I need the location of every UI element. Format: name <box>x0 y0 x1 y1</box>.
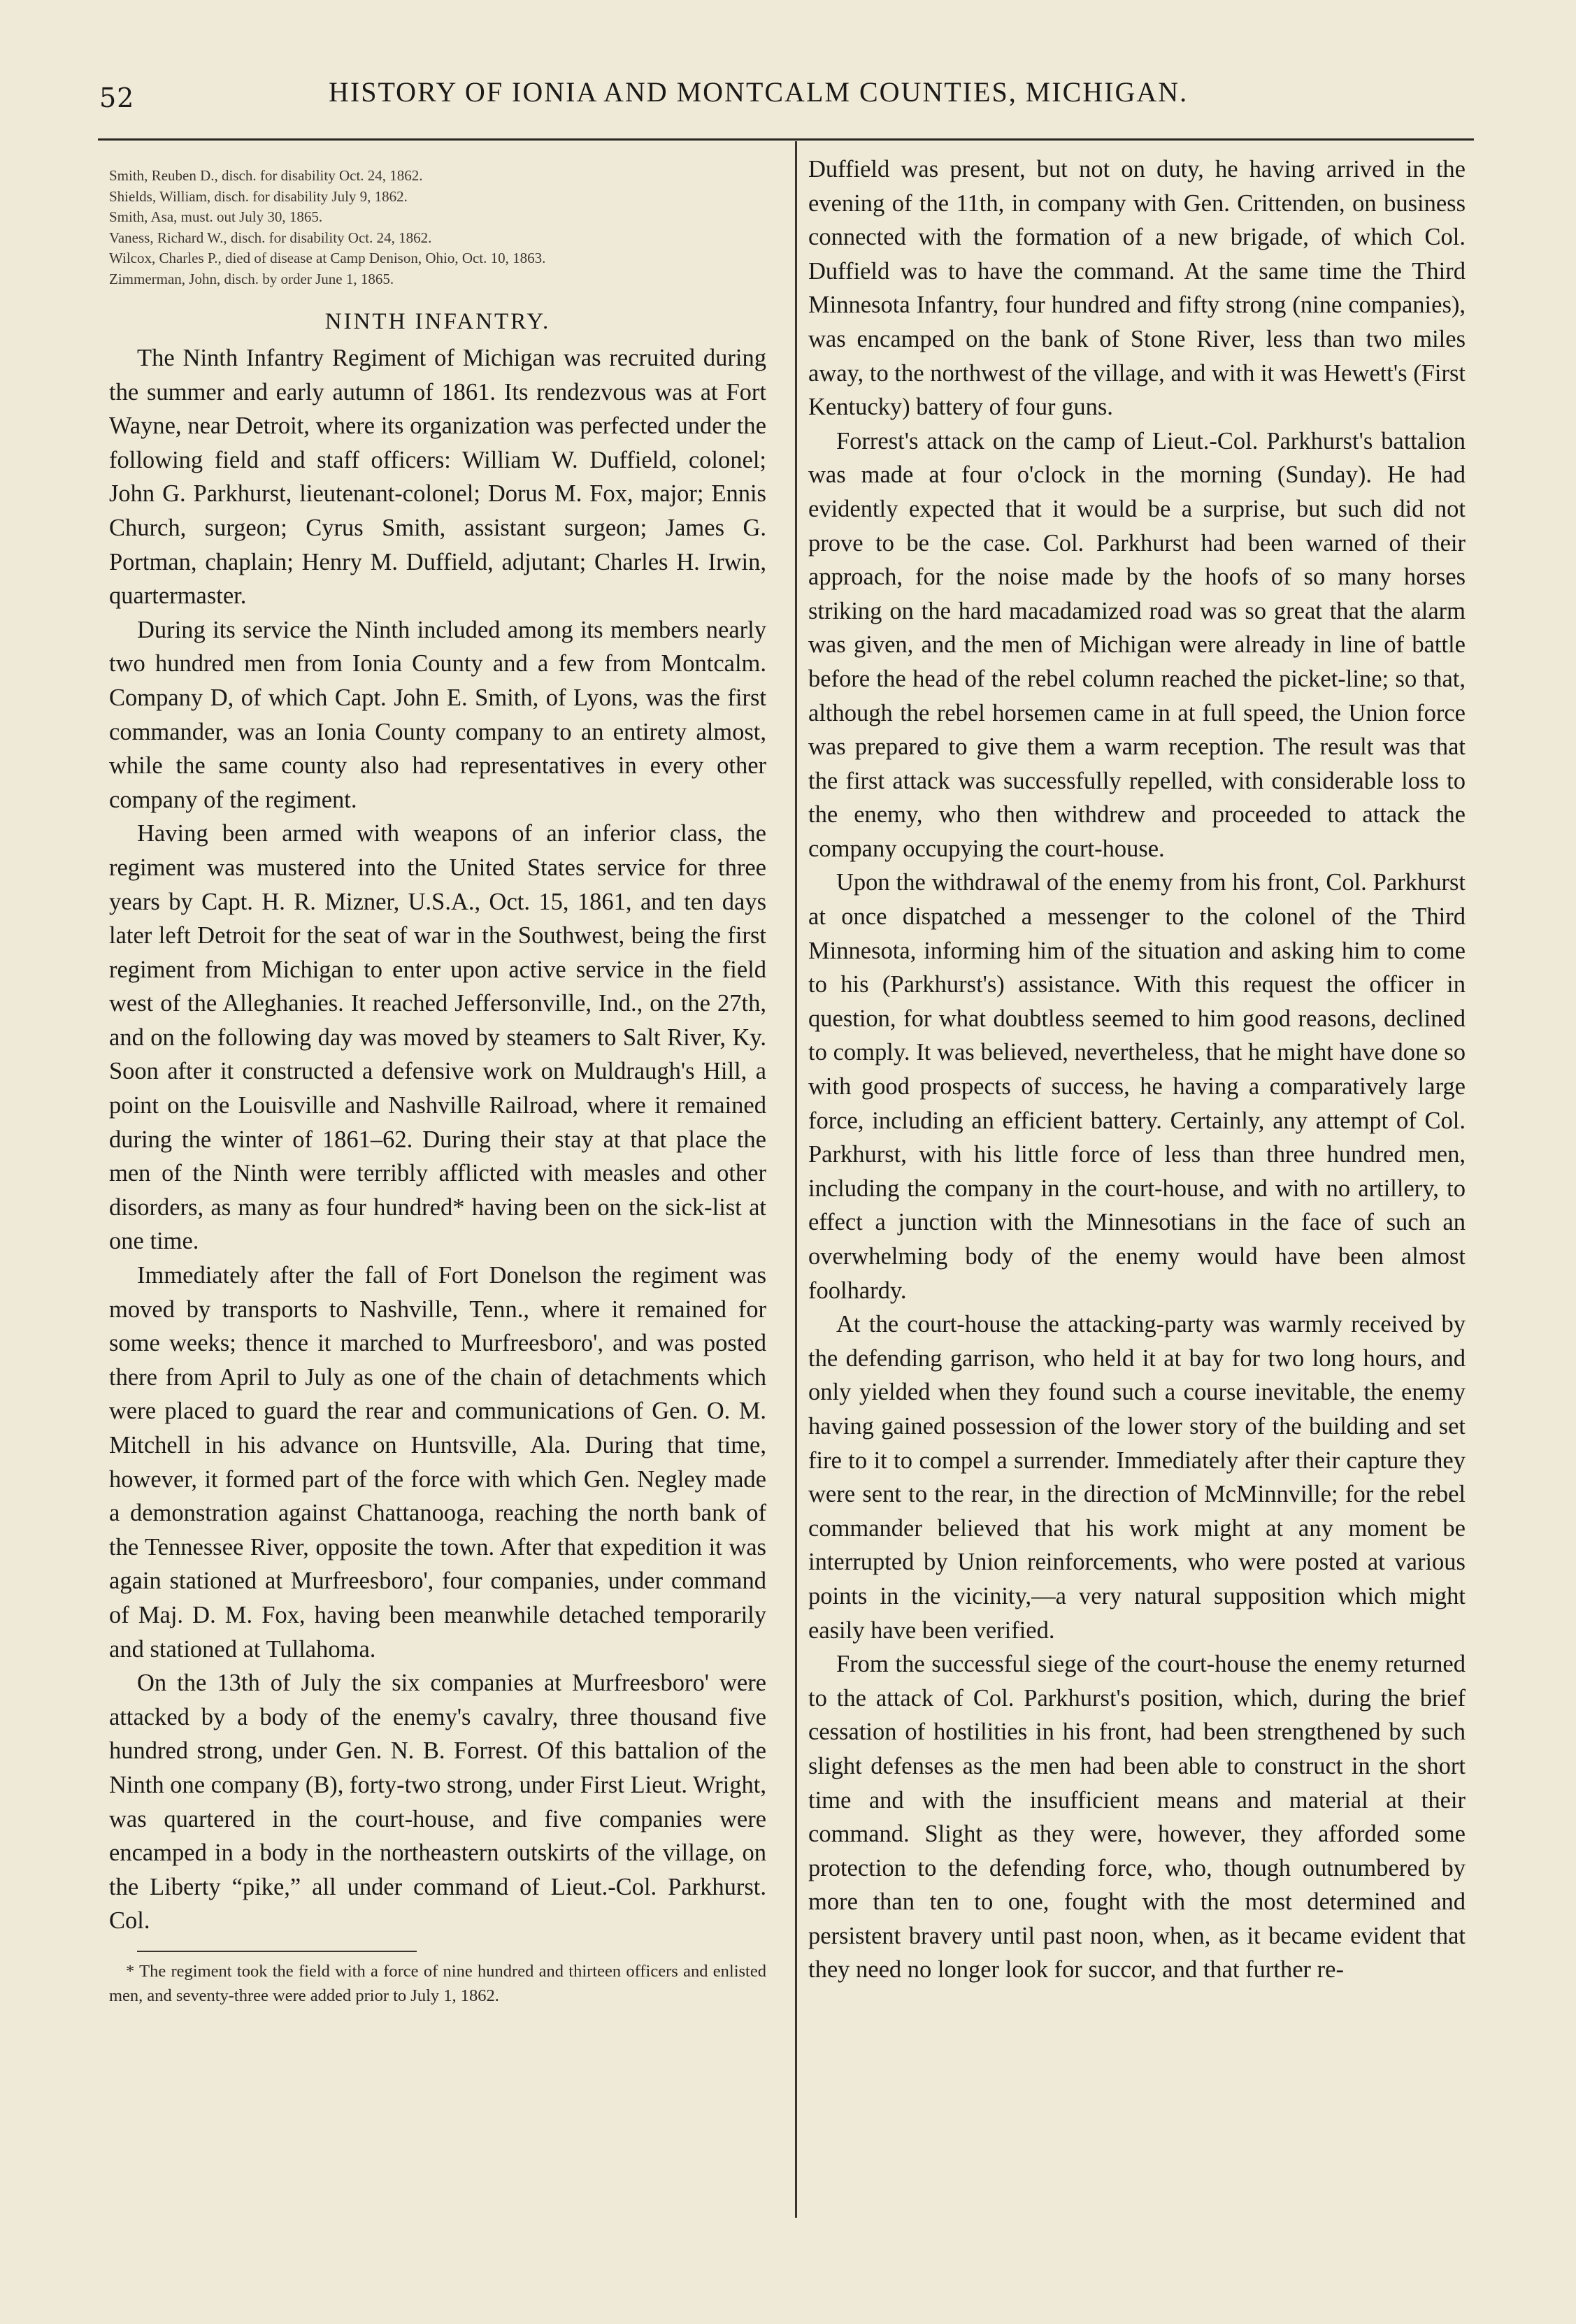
paragraph: On the 13th of July the six companies at Murfreesboro' were attacked by a body of the enemy's cavalry, three thousand five hundred strong, under Gen. N. B. Forrest. Of this battalion of the Ninth one company (B), forty-two strong, under First Lieut. Wright, was quartered in the court-house, and five companies were encamped in a body in the northeastern outskirts of the village, on the Liberty “pike,” all under command of Lieut.-Col. Parkhurst. Col. <box>109 1670 766 1935</box>
page-number: 52 <box>99 83 135 113</box>
paragraph: Duffield was present, but not on duty, he having arrived in the evening of the 11th, in company with Gen. Crittenden, on business connected with the formation of a new brigade, of which Col. Duffield was to have the command. At the same time the Third Minnesota Infantry, four hundred and fifty strong (nine companies), was encamped on the bank of Stone River, less than two miles away, to the northwest of the village, and with it was Hewett's (First Kentucky) battery of four guns. <box>808 156 1466 421</box>
section-title: NINTH INFANTRY. <box>324 309 551 334</box>
paragraph: Upon the withdrawal of the enemy from his front, Col. Parkhurst at once dispatched a messenger to the colonel of the Third Minnesota, informing him of the situation and asking him to come to his (Parkhurst's) assistance. With this request the officer in question, for what doubtless seemed to him good reasons, declined to comply. It was believed, nevertheless, that he might have done so with good prospects of success, he having a comparatively large force, including an efficient battery. Certainly, any attempt of Col. Parkhurst, with his little force of less than three hundred men, including the company in the court-house, and with no artillery, to effect a junction with the Minnesotians in the face of such an overwhelming body of the enemy would have been almost foolhardy. <box>808 869 1466 1304</box>
left-column <box>109 150 766 2008</box>
roster-entry: Vaness, Richard W., disch. for disability Oct. 24, 1862. <box>109 229 432 246</box>
paragraph: Having been armed with weapons of an inferior class, the regiment was mustered into the United States service for three years by Capt. H. R. Mizner, U.S.A., Oct. 15, 1861, and ten days later left Detroit for the seat of war in the Southwest, being the first regiment from Michigan to enter upon active service in the field west of the Alleghanies. It reached Jeffersonville, Ind., on the 27th, and on the following day was moved by steamers to Salt River, Ky. Soon after it constructed a defensive work on Muldraugh's Hill, a point on the Louisville and Nashville Railroad, where it remained during the winter of 1861–62. During their stay at that place the men of the Ninth were terribly afflicted with measles and other disorders, as many as four hundred* having been on the sick-list at one time. <box>109 820 766 1255</box>
paragraph: During its service the Ninth included among its members nearly two hundred men from Ionia County and a few from Montcalm. Company D, of which Capt. John E. Smith, of Lyons, was the first commander, was an Ionia County company to an entirety almost, while the same county also had representatives in every other company of the regiment. <box>109 616 766 813</box>
header-rule <box>98 138 1474 141</box>
roster-entry: Smith, Asa, must. out July 30, 1865. <box>109 208 323 225</box>
running-head-title: HISTORY OF IONIA AND MONTCALM COUNTIES, MICHIGAN. <box>329 76 1189 108</box>
paragraph: From the successful siege of the court-house the enemy returned to the attack of Col. Parkhurst's position, which, during the brief cessation of hostilities in his front, had been strengthened by such slight defenses as the men had been able to construct in the short time and with the insufficient means and material at their command. Slight as they were, however, they afforded some protection to the defending force, who, though outnumbered by more than ten to one, fought with the most determined and persistent bravery until past noon, when, as it became evident that they need no longer look for succor, and that further re- <box>808 1651 1466 1984</box>
paragraph: At the court-house the attacking-party was warmly received by the defending garrison, who held it at bay for two long hours, and only yielded when they found such a course inevitable, the enemy having gained possession of the lower story of the building and set fire to it to compel a surrender. Immediately after their capture they were sent to the rear, in the direction of McMinnville; for the rebel commander believed that his work might at any moment be interrupted by Union reinforcements, who were posted at various points in the vicinity,—a very natural supposition which might easily have been verified. <box>808 1311 1466 1644</box>
roster-entry: Smith, Reuben D., disch. for disability Oct. 24, 1862. <box>109 167 423 184</box>
roster-list <box>109 166 766 289</box>
paragraph: Immediately after the fall of Fort Donelson the regiment was moved by transports to Nashville, Tenn., where it remained for some weeks; thence it marched to Murfreesboro', and was posted there from April to July as one of the chain of detachments which were placed to guard the rear and communications of Gen. O. M. Mitchell in his advance on Huntsville, Ala. During that time, however, it formed part of the force with which Gen. Negley made a demonstration against Chattanooga, reaching the north bank of the Tennessee River, opposite the town. After that expedition it was again stationed at Murfreesboro', four companies, under command of Maj. D. M. Fox, having been meanwhile detached temporarily and stationed at Tullahoma. <box>109 1262 766 1663</box>
roster-entry: Wilcox, Charles P., died of disease at Camp Denison, Ohio, Oct. 10, 1863. <box>109 250 546 266</box>
right-column <box>808 152 1466 1987</box>
roster-entry: Shields, William, disch. for disability July 9, 1862. <box>109 187 408 205</box>
paragraph: Forrest's attack on the camp of Lieut.-Col. Parkhurst's battalion was made at four o'clock in the morning (Sunday). He had evidently expected that it would be a surprise, but such did not prove to be the case. Col. Parkhurst had been warned of their approach, for the noise made by the hoofs of so many horses striking on the hard macadamized road was so great that the alarm was given, and the men of Michigan were already in line of battle before the head of the rebel column reached the picket-line; so that, although the rebel horsemen came in at full speed, the Union force was prepared to give them a warm reception. The result was that the first attack was successfully repelled, with considerable loss to the enemy, who then withdrew and proceeded to attack the company occupying the court-house. <box>808 427 1466 862</box>
footnote-rule <box>137 1951 417 1952</box>
roster-entry: Zimmerman, John, disch. by order June 1, 1865. <box>109 270 394 287</box>
footnote: * The regiment took the field with a force of nine hundred and thirteen officers and enlisted men, and seventy-three were added prior to July 1, 1862. <box>109 1961 766 2005</box>
column-divider <box>795 141 797 2218</box>
paragraph: The Ninth Infantry Regiment of Michigan was recruited during the summer and early autumn of 1861. Its rendezvous was at Fort Wayne, near Detroit, where its organization was perfected under the following field and staff officers: William W. Duffield, colonel; John G. Parkhurst, lieutenant-colonel; Dorus M. Fox, major; Ennis Church, surgeon; Cyrus Smith, assistant surgeon; James G. Portman, chaplain; Henry M. Duffield, adjutant; Charles H. Irwin, quartermaster. <box>109 345 766 610</box>
